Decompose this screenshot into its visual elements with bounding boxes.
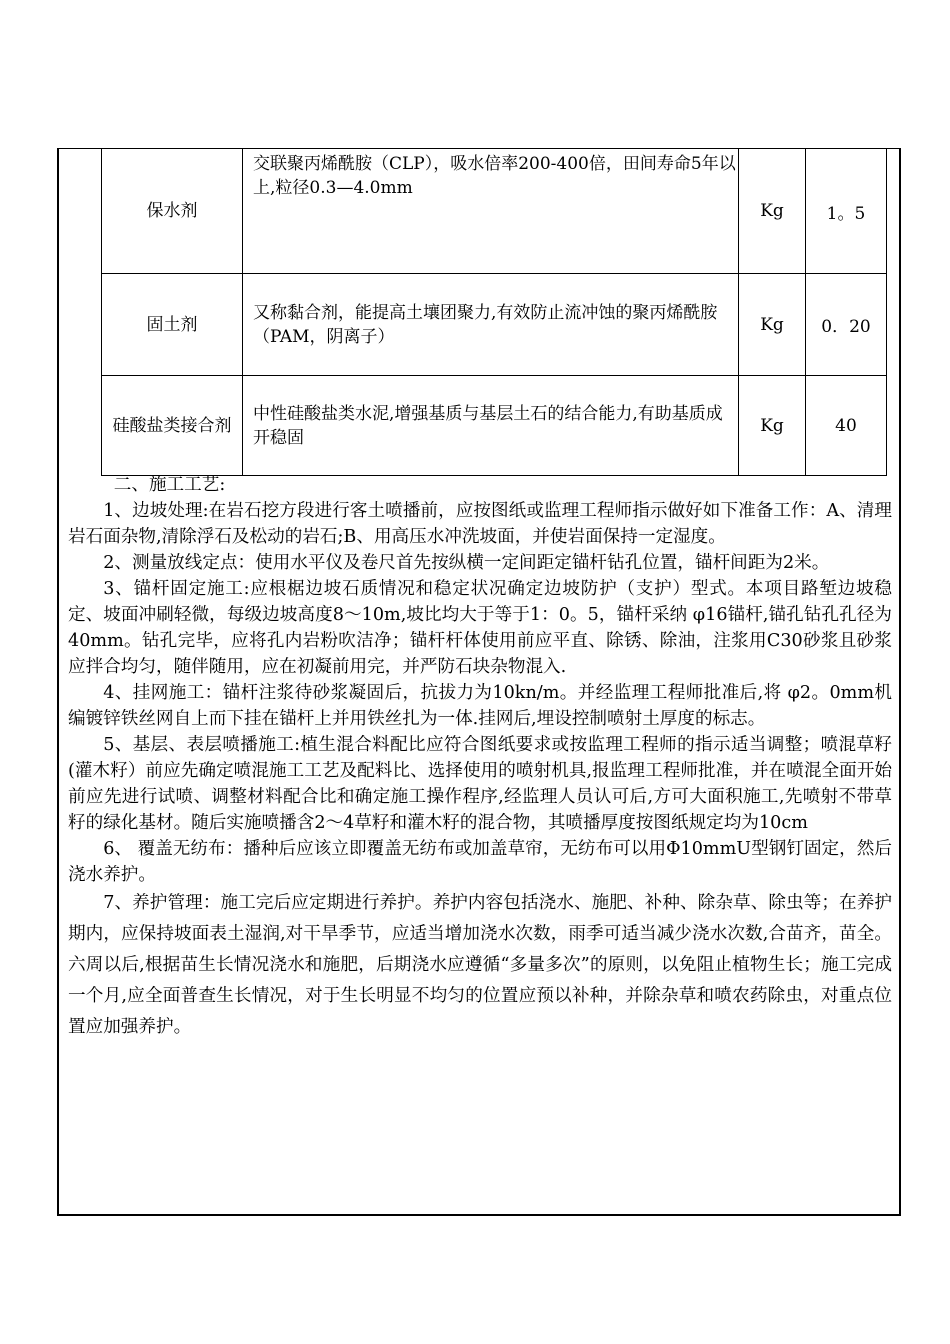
material-unit: Kg (739, 274, 806, 376)
material-quantity: 40 (806, 376, 887, 476)
paragraph-spraying: 5、基层、表层喷播施工:植生混合料配比应符合图纸要求或按监理工程师的指示适当调整；喷混草籽(灌木籽）前应先确定喷混施工工艺及配料比、选择使用的喷射机具,报监理工程师批准，并在喷混全面开始前应先进行试喷、调整材料配合比和确定施工操作程序,经监理人员认可后,方可大面积施工,先喷射不带草籽的绿化基材。随后实施喷播含2～4草籽和灌木籽的混合物，其喷播厚度按图纸规定均为10cm (68, 735, 892, 833)
table-row (102, 149, 887, 274)
material-description: 又称黏合剂，能提高土壤团聚力,有效防止流冲蚀的聚丙烯酰胺（PAM，阴离子） (243, 274, 739, 376)
material-unit: Kg (739, 149, 806, 274)
material-description: 交联聚丙烯酰胺（CLP），吸水倍率200-400倍，田间寿命5年以上,粒径0.3—4.0mm (243, 149, 739, 274)
section-heading: 二、施工工艺: (113, 475, 226, 495)
material-description: 中性硅酸盐类水泥,增强基质与基层土石的结合能力,有助基质成开稳固 (243, 376, 739, 476)
construction-process-text (68, 472, 892, 1043)
table-row (102, 274, 887, 376)
paragraph-survey: 2、测量放线定点：使用水平仪及卷尺首先按纵横一定间距定锚杆钻孔位置，锚杆间距为2米。 (103, 553, 830, 573)
material-name: 硅酸盐类接合剂 (102, 376, 243, 476)
material-quantity: 0．20 (806, 274, 887, 376)
paragraph-mesh: 4、挂网施工：锚杆注浆待砂浆凝固后，抗拔力为10kn/m。并经监理工程师批准后,将 φ2。0mm机编镀锌铁丝网自上而下挂在锚杆上并用铁丝扎为一体.挂网后,埋设控制喷射土厚度的标志。 (68, 683, 892, 729)
materials-table (101, 148, 887, 476)
material-quantity: 1。5 (806, 149, 887, 274)
paragraph-slope-treatment: 1、边坡处理:在岩石挖方段进行客土喷播前，应按图纸或监理工程师指示做好如下准备工作：A、清理岩石面杂物,清除浮石及松动的岩石;B、用高压水冲洗坡面，并使岩面保持一定湿度。 (68, 501, 892, 547)
material-name: 保水剂 (102, 149, 243, 274)
paragraph-anchor: 3、锚杆固定施工:应根椐边坡石质情况和稳定状况确定边坡防护（支护）型式。本项目路堑边坡稳定、坡面冲刷轻微，每级边坡高度8～10m,坡比均大于等于1：0。5，锚杆采纳 φ16锚杆,锚孔钻孔孔径为40mm。钻孔完毕，应将孔内岩粉吹洁净；锚杆杆体使用前应平直、除锈、除油，注浆用C30砂浆且砂浆应拌合均匀，随伴随用，应在初凝前用完，并严防石块杂物混入. (68, 579, 892, 677)
table-row (102, 376, 887, 476)
paragraph-covering: 6、 覆盖无纺布：播种后应该立即覆盖无纺布或加盖草帘，无纺布可以用Φ10mmU型钢钉固定，然后浇水养护。 (68, 839, 892, 885)
material-unit: Kg (739, 376, 806, 476)
paragraph-maintenance: 7、养护管理：施工完后应定期进行养护。养护内容包括浇水、施肥、补种、除杂草、除虫等；在养护期内，应保持坡面表土湿润,对干旱季节，应适当增加浇水次数，雨季可适当减少浇水次数,合苗齐，苗全。六周以后,根据苗生长情况浇水和施肥，后期浇水应遵循“多量多次”的原则，以免阻止植物生长；施工完成一个月,应全面普查生长情况，对于生长明显不均匀的位置应预以补种，并除杂草和喷农药除虫，对重点位置应加强养护。 (68, 893, 892, 1037)
material-name: 固土剂 (102, 274, 243, 376)
